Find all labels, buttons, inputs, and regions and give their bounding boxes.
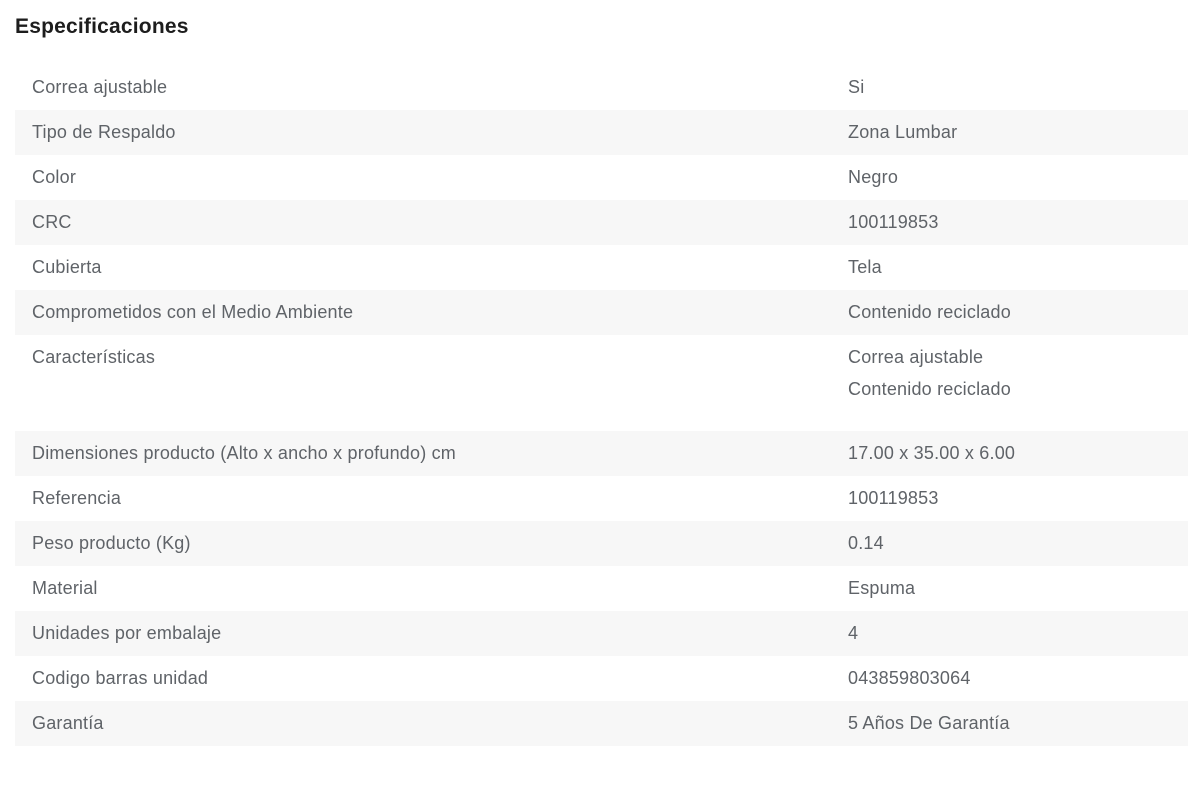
spec-value-line: Negro xyxy=(848,167,899,187)
spec-label: Color xyxy=(32,167,77,187)
spec-value xyxy=(848,296,1188,328)
spec-value-line: Contenido reciclado xyxy=(848,379,1011,399)
spec-row xyxy=(15,245,1188,290)
spec-value xyxy=(848,71,1188,103)
spec-label: Peso producto (Kg) xyxy=(32,533,191,553)
spec-row xyxy=(15,521,1188,566)
spec-label: Garantía xyxy=(32,713,104,733)
spec-label: Unidades por embalaje xyxy=(32,623,222,643)
spec-value-line: 100119853 xyxy=(848,488,939,508)
spec-label: Referencia xyxy=(32,488,122,508)
spec-label: Dimensiones producto (Alto x ancho x profundo) cm xyxy=(32,443,457,463)
spec-value xyxy=(848,662,1188,694)
spec-row xyxy=(15,110,1188,155)
spec-value-line: 5 Años De Garantía xyxy=(848,713,1010,733)
spec-value-line: Espuma xyxy=(848,578,916,598)
spec-value-line: Tela xyxy=(848,257,882,277)
spec-label: Material xyxy=(32,578,98,598)
spec-label: Correa ajustable xyxy=(32,77,168,97)
spec-row xyxy=(15,65,1188,110)
spec-value xyxy=(848,116,1188,148)
spec-value-line: 4 xyxy=(848,623,859,643)
spec-value xyxy=(848,251,1188,283)
spec-row xyxy=(15,611,1188,656)
spec-value-line: 0.14 xyxy=(848,533,884,553)
spec-row xyxy=(15,566,1188,611)
spec-value xyxy=(848,707,1188,739)
spec-row xyxy=(15,431,1188,476)
spec-label: Características xyxy=(32,347,156,367)
spec-value xyxy=(848,341,1188,405)
spec-row xyxy=(15,335,1188,431)
spec-row xyxy=(15,290,1188,335)
spec-value xyxy=(848,437,1188,469)
spec-value xyxy=(848,482,1188,514)
spec-row xyxy=(15,155,1188,200)
spec-value-line: Zona Lumbar xyxy=(848,122,958,142)
spec-value xyxy=(848,527,1188,559)
spec-value-line: 100119853 xyxy=(848,212,939,232)
spec-value xyxy=(848,206,1188,238)
spec-row xyxy=(15,701,1188,746)
spec-value-line: Correa ajustable xyxy=(848,347,984,367)
spec-label: Tipo de Respaldo xyxy=(32,122,176,142)
spec-value xyxy=(848,572,1188,604)
spec-label: CRC xyxy=(32,212,72,232)
section-title: Especificaciones xyxy=(15,15,189,38)
spec-value-line: 043859803064 xyxy=(848,668,971,688)
spec-row xyxy=(15,200,1188,245)
spec-value-line: 17.00 x 35.00 x 6.00 xyxy=(848,443,1016,463)
spec-table xyxy=(15,65,1188,746)
spec-row xyxy=(15,656,1188,701)
spec-row xyxy=(15,476,1188,521)
spec-label: Codigo barras unidad xyxy=(32,668,209,688)
spec-label: Cubierta xyxy=(32,257,102,277)
spec-value xyxy=(848,161,1188,193)
spec-value xyxy=(848,617,1188,649)
spec-value-line: Contenido reciclado xyxy=(848,302,1011,322)
spec-label: Comprometidos con el Medio Ambiente xyxy=(32,302,354,322)
spec-value-line: Si xyxy=(848,77,865,97)
